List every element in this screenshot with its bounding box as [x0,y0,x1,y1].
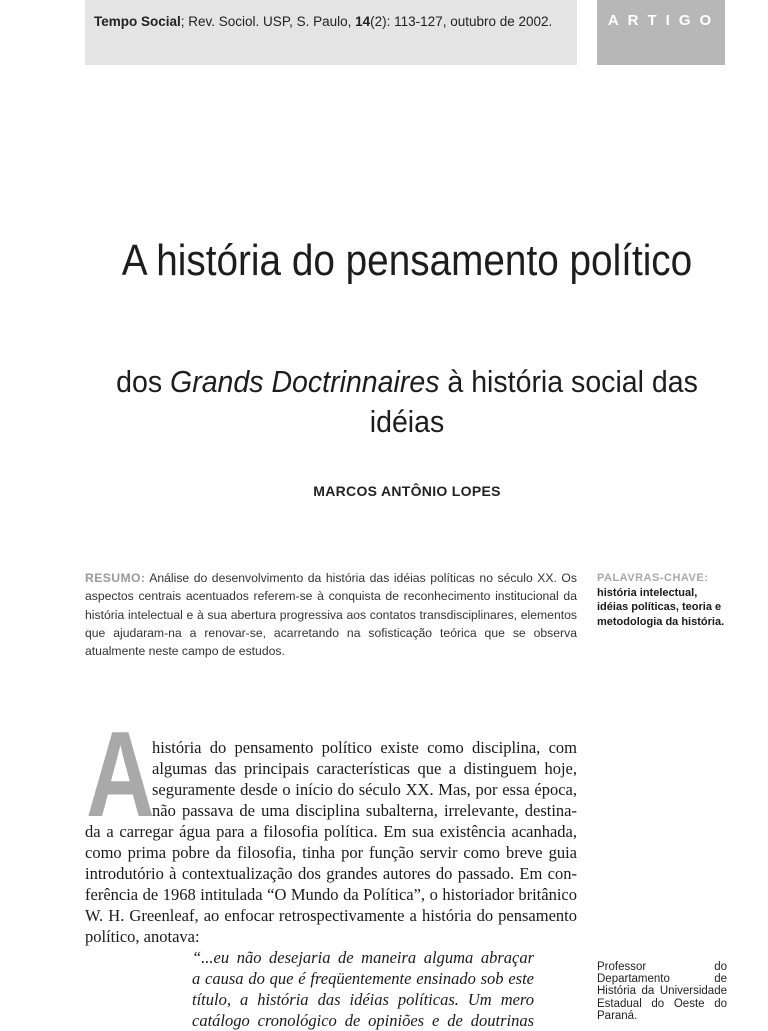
article-title: A história do pensamento político [121,236,693,285]
quote-line: “...eu não desejaria de maneira alguma abraçar [192,948,534,967]
body-line: como prima pobre da filosofia, tinha por função servir como breve guia [85,843,577,862]
body-line: história do pensamento político existe como disciplina, com [152,738,577,757]
quote-line: a causa do que é freqüentemente ensinado sob este [192,969,534,988]
abstract-text: Análise do desenvolvimento da história das idéias políticas no século XX. Os aspectos centrais acentuados referem-se à conquista de reconhecimento institucional da história intelectual e à sua abertura progressiva aos contatos transdisciplinares, elementos que ajudaram-na a renovar-se, acarretando na sofisticação teórica que se observa atualmente neste campo de estudos. [85,571,577,659]
citation-details: ; Rev. Sociol. USP, S. Paulo, [180,14,356,29]
abstract [85,569,577,660]
citation-volume: 14 [355,14,371,29]
author-affiliation-note: Professor do Departamento de História da Universidade Estadual do Oeste do Paraná. [597,961,727,1022]
body-line: ferência de 1968 intitulada “O Mundo da Política”, o historiador britânico [85,885,577,904]
author-name: MARCOS ANTÔNIO LOPES [313,483,501,499]
body-line: da a carregar água para a filosofia política. Em sua existência acanhada, [85,822,577,841]
body-line: algumas das principais características que a distinguem hoje, [152,759,577,778]
quote-line: catálogo cronológico de opiniões e de doutrinas [192,1011,534,1030]
citation-issue-pages-date: (2): 113-127, outubro de 2002. [370,14,553,29]
body-line: não passava de uma disciplina subalterna, irrelevante, destina- [152,801,577,820]
subtitle-prefix: dos [116,364,171,399]
quote-line: título, a história das idéias políticas. Um mero [192,990,534,1009]
section-tab [597,0,725,65]
article-subtitle [106,362,708,442]
journal-name: Tempo Social [94,14,181,29]
journal-header-band [85,0,577,65]
body-line: seguramente desde o início do século XX. Mas, por essa época, [152,780,577,799]
journal-citation [94,14,574,29]
body-line: introdutório à contextualização dos grandes autores do passado. Em con- [85,864,577,883]
keywords-box [597,571,727,629]
abstract-label: RESUMO: [85,571,146,585]
keywords-terms: história intelectual, idéias políticas, teoria e metodologia da história. [597,586,725,628]
subtitle-emphasis: Grands Doctrinnaires [170,364,440,399]
subtitle-suffix: à história social das idéias [369,364,698,439]
drop-cap: A [86,706,155,842]
body-line: W. H. Greenleaf, ao enfocar retrospectivamente a história do pensamento [85,906,577,925]
keywords-label: PALAVRAS-CHAVE: [597,572,709,584]
section-label: ARTIGO [607,12,721,29]
body-line: político, anotava: [85,927,200,946]
